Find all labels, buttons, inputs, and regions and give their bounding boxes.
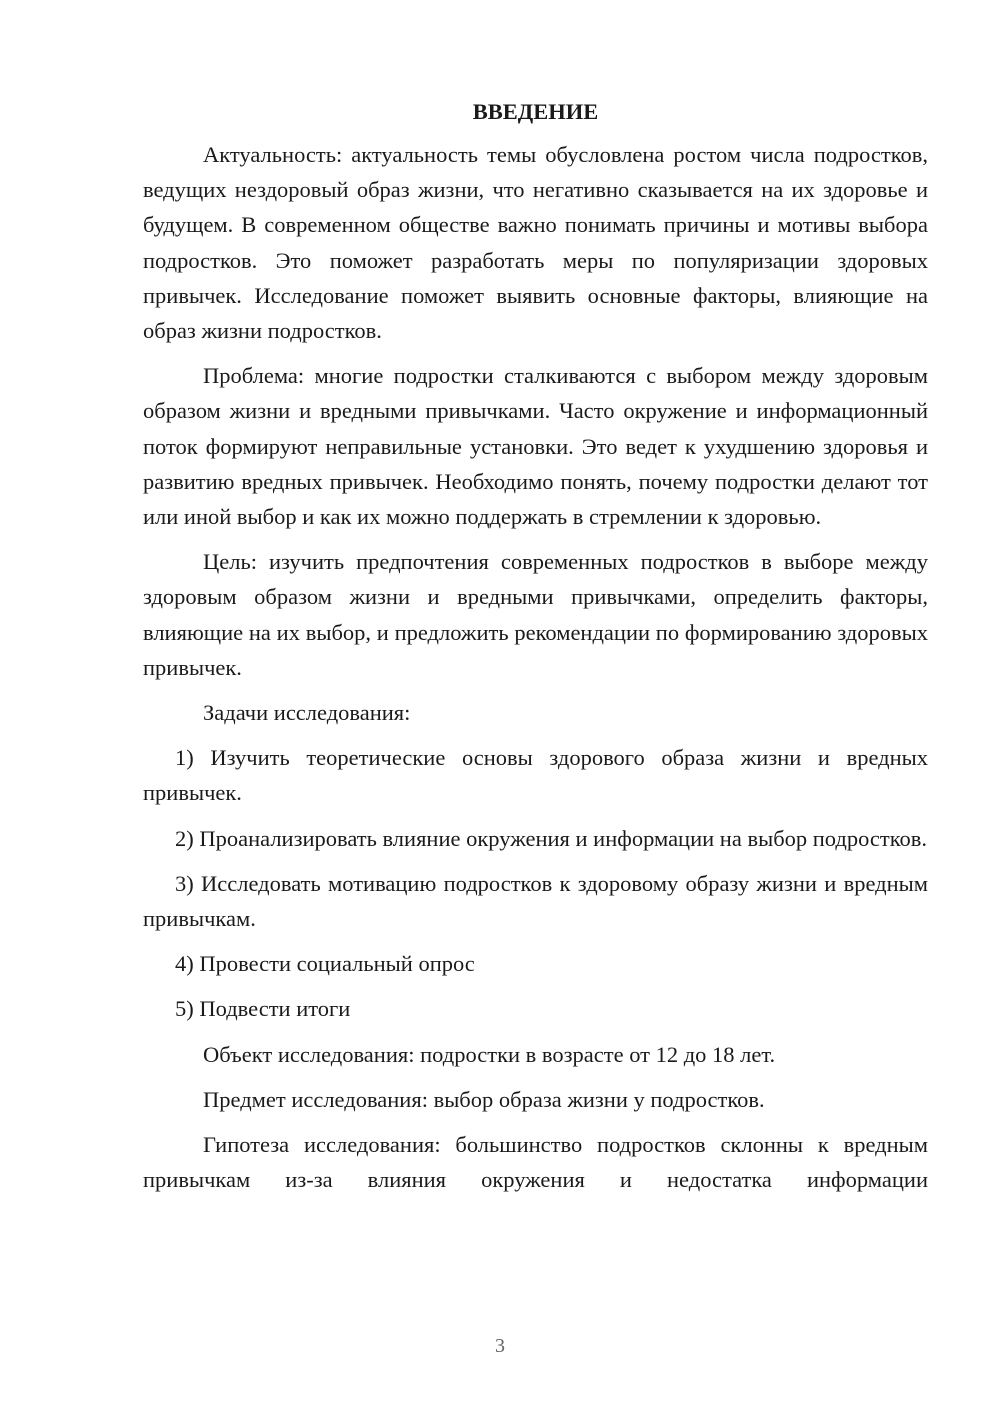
page-number: 3 <box>495 1335 505 1357</box>
tasks-title: Задачи исследования: <box>203 700 411 726</box>
goal-paragraph: Цель: изучить предпочтения современных подростков в выборе между здоровым образом жизни и вредными привычками, определить факторы, влияющие на их выбор, и предложить рекомендации по формированию здоровых привычек. <box>143 549 928 680</box>
task-item: 2) Проанализировать влияние окружения и информации на выбор подростков. <box>175 825 928 851</box>
task-item: 1) Изучить теоретические основы здорового образа жизни и вредных привычек. <box>143 745 928 806</box>
research-subject: Предмет исследования: выбор образа жизни у подростков. <box>203 1086 765 1112</box>
document-body <box>143 96 928 1207</box>
relevance-paragraph: Актуальность: актуальность темы обусловлена ростом числа подростков, ведущих нездоровый образ жизни, что негативно сказывается на их здоровье и будущем. В современном обществе важно понимать причины и мотивы выбора подростков. Это поможет разработать меры по популяризации здоровых привычек. Исследование поможет выявить основные факторы, влияющие на образ жизни подростков. <box>143 142 928 344</box>
task-item: 4) Провести социальный опрос <box>175 951 475 977</box>
task-item: 5) Подвести итоги <box>175 996 351 1022</box>
research-hypothesis: Гипотеза исследования: большинство подростков склонны к вредным привычкам из-за влияния окружения и недостатка информации <box>143 1132 928 1193</box>
section-heading: ВВЕДЕНИЕ <box>472 99 599 124</box>
problem-paragraph: Проблема: многие подростки сталкиваются с выбором между здоровым образом жизни и вредными привычками. Часто окружение и информационный поток формируют неправильные установки. Это ведет к ухудшению здоровья и развитию вредных привычек. Необходимо понять, почему подростки делают тот или иной выбор и как их можно поддержать в стремлении к здоровью. <box>143 363 928 530</box>
research-object: Объект исследования: подростки в возрасте от 12 до 18 лет. <box>203 1041 776 1067</box>
task-item: 3) Исследовать мотивацию подростков к здоровому образу жизни и вредным привычкам. <box>143 870 928 932</box>
